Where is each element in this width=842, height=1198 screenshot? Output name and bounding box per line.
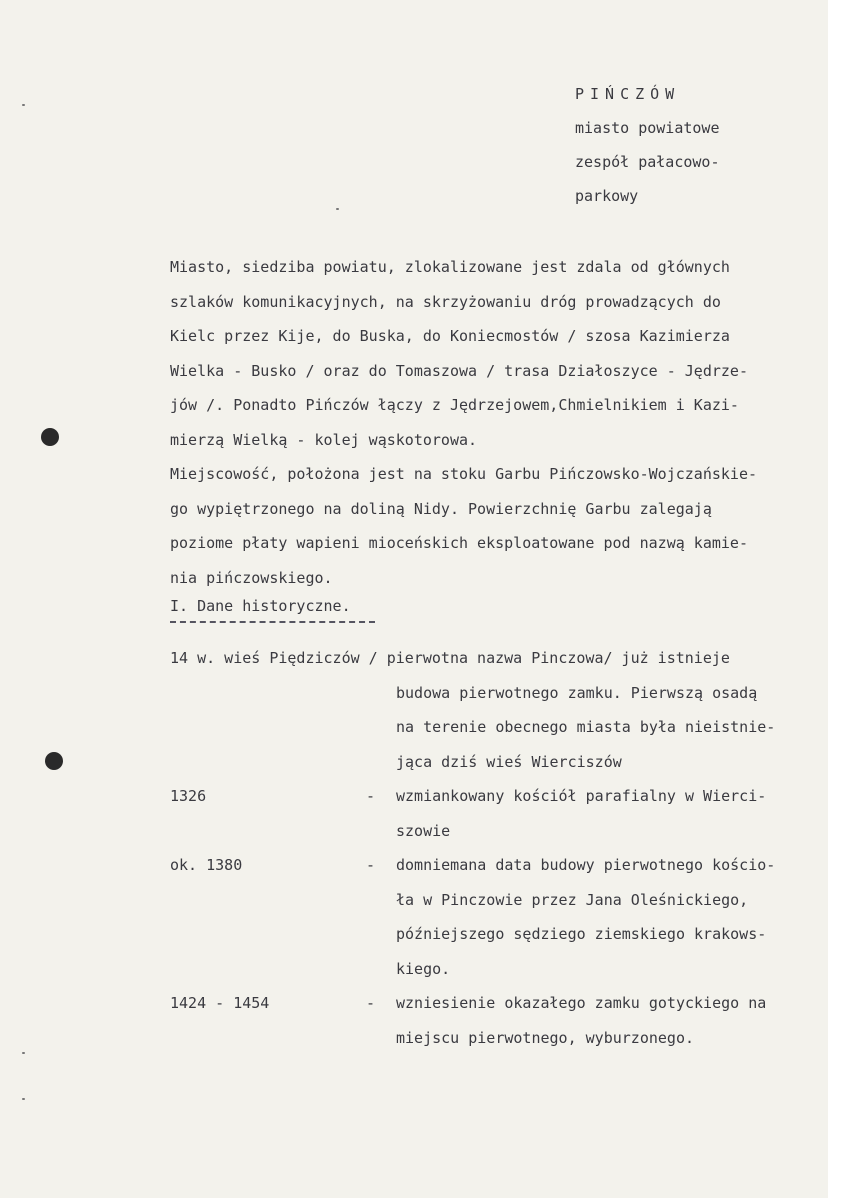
entry-line: ła w Pinczowie przez Jana Oleśnickiego, [396,890,749,909]
entry-text [396,852,820,990]
subtitle-line: parkowy [575,187,639,205]
entry-line: na terenie obecnego miasta była nieistnie- [396,718,776,736]
text-line: go wypiętrzonego na doliną Nidy. Powierzchnię Garbu zalegają [170,499,712,518]
text-line: Miasto, siedziba powiatu, zlokalizowane jest zdala od głównych [170,258,730,276]
text-line: Miejscowość, położona jest na stoku Garbu Pińczowsko-Wojczańskie- [170,465,757,483]
entry-date: 1326 [170,787,207,805]
entry-line: szowie [396,821,451,840]
entry-dash: - [366,856,376,874]
text-line: Wielka - Busko / oraz do Tomaszowa / trasa Działoszyce - Jędrze- [170,361,748,380]
text-line: jów /. Ponadto Pińczów łączy z Jędrzejowem,Chmielnikiem i Kazi- [170,396,739,414]
text-line: poziome płaty wapieni mioceńskich eksploatowane pod nazwą kamie- [170,534,748,552]
text-line: szlaków komunikacyjnych, na skrzyżowaniu dróg prowadzących do [170,292,721,311]
entry-date: ok. 1380 [170,856,243,874]
entry-date: 1424 - 1454 [170,994,270,1012]
title-block [575,82,815,218]
entry-lead-line: 14 w. wieś Piędziczów / pierwotna nazwa Pinczowa/ już istnieje [170,649,730,667]
entry-text [396,680,820,784]
town-title: PIŃCZÓW [575,85,681,103]
text-line: mierzą Wielką - kolej wąskotorowa. [170,430,478,449]
intro-paragraph [170,254,820,599]
entry-line: budowa pierwotnego zamku. Pierwszą osadą [396,683,758,702]
text-line: nia pińczowskiego. [170,568,333,587]
subtitle-line: zespół pałacowo- [575,153,720,171]
scan-speck [22,104,25,106]
entry-line: wzmiankowany kościół parafialny w Wierci- [396,787,767,805]
punch-hole [41,428,59,446]
entry-dash: - [366,787,376,805]
entry-dash: - [366,994,376,1012]
subtitle-line: miasto powiatowe [575,119,720,137]
entry-text [396,990,820,1059]
scan-speck [22,1052,25,1054]
entry-line: miejscu pierwotnego, wyburzonego. [396,1028,695,1047]
scan-speck [22,1098,25,1100]
entry-text [396,783,820,852]
punch-hole [45,752,63,770]
section-heading: I. Dane historyczne. [170,597,351,615]
entry-line: wzniesienie okazałego zamku gotyckiego na [396,994,767,1012]
entry-line: domniemana data budowy pierwotnego kościo- [396,856,776,874]
page-edge [828,0,842,1198]
text-line: Kielc przez Kije, do Buska, do Koniecmostów / szosa Kazimierza [170,327,730,345]
entry-line: kiego. [396,959,451,978]
section-underline [170,621,375,623]
scan-speck [336,208,339,210]
entry-line: późniejszego sędziego ziemskiego krakows- [396,925,767,943]
entry-line: jąca dziś wieś Wierciszów [396,752,622,771]
